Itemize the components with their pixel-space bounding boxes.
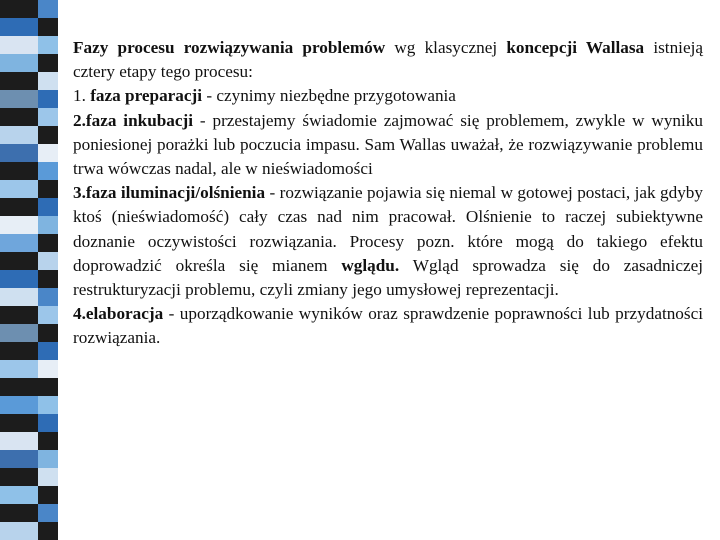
stripe-block <box>0 306 38 324</box>
intro-text-end: istnieją cztery etapy tego procesu: <box>73 38 703 82</box>
stripe-block <box>0 450 38 468</box>
stripe-row <box>0 414 58 432</box>
term-insight: wglądu. <box>341 255 400 275</box>
stripe-block <box>38 180 58 198</box>
phase-1-number: 1. <box>73 86 91 106</box>
stripe-block <box>0 72 38 90</box>
stripe-block <box>0 108 38 126</box>
phase-4-title: 4.elaboracja <box>73 304 164 324</box>
stripe-block <box>38 378 58 396</box>
stripe-block <box>0 90 38 108</box>
stripe-block <box>0 468 38 486</box>
stripe-block <box>38 234 58 252</box>
stripe-block <box>0 36 38 54</box>
stripe-block <box>38 360 58 378</box>
stripe-row <box>0 396 58 414</box>
stripe-block <box>38 414 58 432</box>
stripe-row <box>0 162 58 180</box>
stripe-block <box>0 522 38 540</box>
stripe-block <box>38 36 58 54</box>
stripe-block <box>0 360 38 378</box>
stripe-block <box>38 162 58 180</box>
stripe-block <box>0 54 38 72</box>
stripe-block <box>38 306 58 324</box>
phase-3-text: - rozwiązanie pojawia się niemal w gotowej postaci, jak gdyby ktoś (nieświadomość) cały czas nad nim pracował. Olśnienie to raczej subiektywne doznanie oczywistości rozwiązania. Procesy pozn. które mogą do takiego efektu doprowadzić określa się mianem <box>73 183 703 275</box>
stripe-row <box>0 36 58 54</box>
stripe-block <box>38 342 58 360</box>
stripe-block <box>38 216 58 234</box>
stripe-block <box>0 288 38 306</box>
stripe-row <box>0 18 58 36</box>
slide-content <box>73 36 703 351</box>
stripe-row <box>0 108 58 126</box>
stripe-block <box>0 18 38 36</box>
phase-2-title: 2.faza inkubacji <box>73 110 194 130</box>
stripe-row <box>0 144 58 162</box>
stripe-block <box>38 108 58 126</box>
stripe-row <box>0 54 58 72</box>
stripe-block <box>0 162 38 180</box>
stripe-row <box>0 450 58 468</box>
stripe-block <box>38 0 58 18</box>
stripe-block <box>0 198 38 216</box>
stripe-row <box>0 486 58 504</box>
stripe-block <box>38 432 58 450</box>
phase-1-paragraph <box>73 84 703 108</box>
stripe-block <box>38 450 58 468</box>
stripe-block <box>0 252 38 270</box>
stripe-block <box>0 180 38 198</box>
stripe-block <box>0 414 38 432</box>
phase-3-paragraph <box>73 181 703 302</box>
intro-paragraph <box>73 36 703 84</box>
stripe-row <box>0 324 58 342</box>
stripe-block <box>0 216 38 234</box>
stripe-row <box>0 0 58 18</box>
stripe-row <box>0 216 58 234</box>
stripe-row <box>0 288 58 306</box>
stripe-block <box>0 234 38 252</box>
phase-2-text: - przestajemy świadomie zajmować się problemem, zwykle w wyniku poniesionej porażki lub poczucia impasu. Sam Wallas uważał, że rozwiązywanie problemu trwa wówczas nadal, ale w nieświadomości <box>73 110 703 179</box>
phase-1-text: - czynimy niezbędne przygotowania <box>202 86 456 106</box>
stripe-block <box>0 378 38 396</box>
stripe-block <box>38 288 58 306</box>
stripe-block <box>38 144 58 162</box>
stripe-row <box>0 432 58 450</box>
stripe-block <box>38 396 58 414</box>
stripe-block <box>0 144 38 162</box>
decorative-stripe-bar <box>0 0 58 540</box>
stripe-block <box>38 18 58 36</box>
stripe-block <box>0 270 38 288</box>
stripe-block <box>38 252 58 270</box>
intro-text: wg klasycznej <box>385 38 507 57</box>
stripe-row <box>0 360 58 378</box>
stripe-row <box>0 468 58 486</box>
stripe-block <box>38 270 58 288</box>
stripe-block <box>38 522 58 540</box>
phase-2-paragraph <box>73 109 703 182</box>
stripe-row <box>0 72 58 90</box>
stripe-row <box>0 504 58 522</box>
phase-1-title: faza preparacji <box>90 86 203 106</box>
stripe-block <box>0 342 38 360</box>
stripe-block <box>38 468 58 486</box>
stripe-block <box>0 0 38 18</box>
stripe-block <box>0 504 38 522</box>
stripe-row <box>0 522 58 540</box>
stripe-row <box>0 306 58 324</box>
phase-4-paragraph <box>73 302 703 350</box>
stripe-block <box>38 198 58 216</box>
stripe-block <box>0 126 38 144</box>
heading-wallas-concept: koncepcji Wallasa <box>506 38 645 57</box>
stripe-block <box>0 324 38 342</box>
stripe-row <box>0 270 58 288</box>
stripe-block <box>38 486 58 504</box>
stripe-block <box>38 90 58 108</box>
stripe-block <box>38 504 58 522</box>
phase-4-text: - uporządkowanie wyników oraz sprawdzenie poprawności lub przydatności rozwiązania. <box>73 304 703 348</box>
stripe-row <box>0 180 58 198</box>
stripe-block <box>0 486 38 504</box>
stripe-block <box>38 72 58 90</box>
stripe-row <box>0 378 58 396</box>
stripe-row <box>0 198 58 216</box>
stripe-row <box>0 126 58 144</box>
stripe-row <box>0 252 58 270</box>
stripe-row <box>0 234 58 252</box>
phase-3-text-end: Wgląd sprowadza się do zasadniczej restrukturyzacji problemu, czyli zmiany jego umysłowej reprezentacji. <box>73 255 703 300</box>
stripe-block <box>0 432 38 450</box>
stripe-block <box>38 54 58 72</box>
phase-3-title: 3.faza iluminacji/olśnienia <box>73 183 266 203</box>
stripe-block <box>0 396 38 414</box>
stripe-row <box>0 342 58 360</box>
stripe-block <box>38 324 58 342</box>
heading-phases: Fazy procesu rozwiązywania problemów <box>73 38 386 57</box>
stripe-row <box>0 90 58 108</box>
stripe-block <box>38 126 58 144</box>
